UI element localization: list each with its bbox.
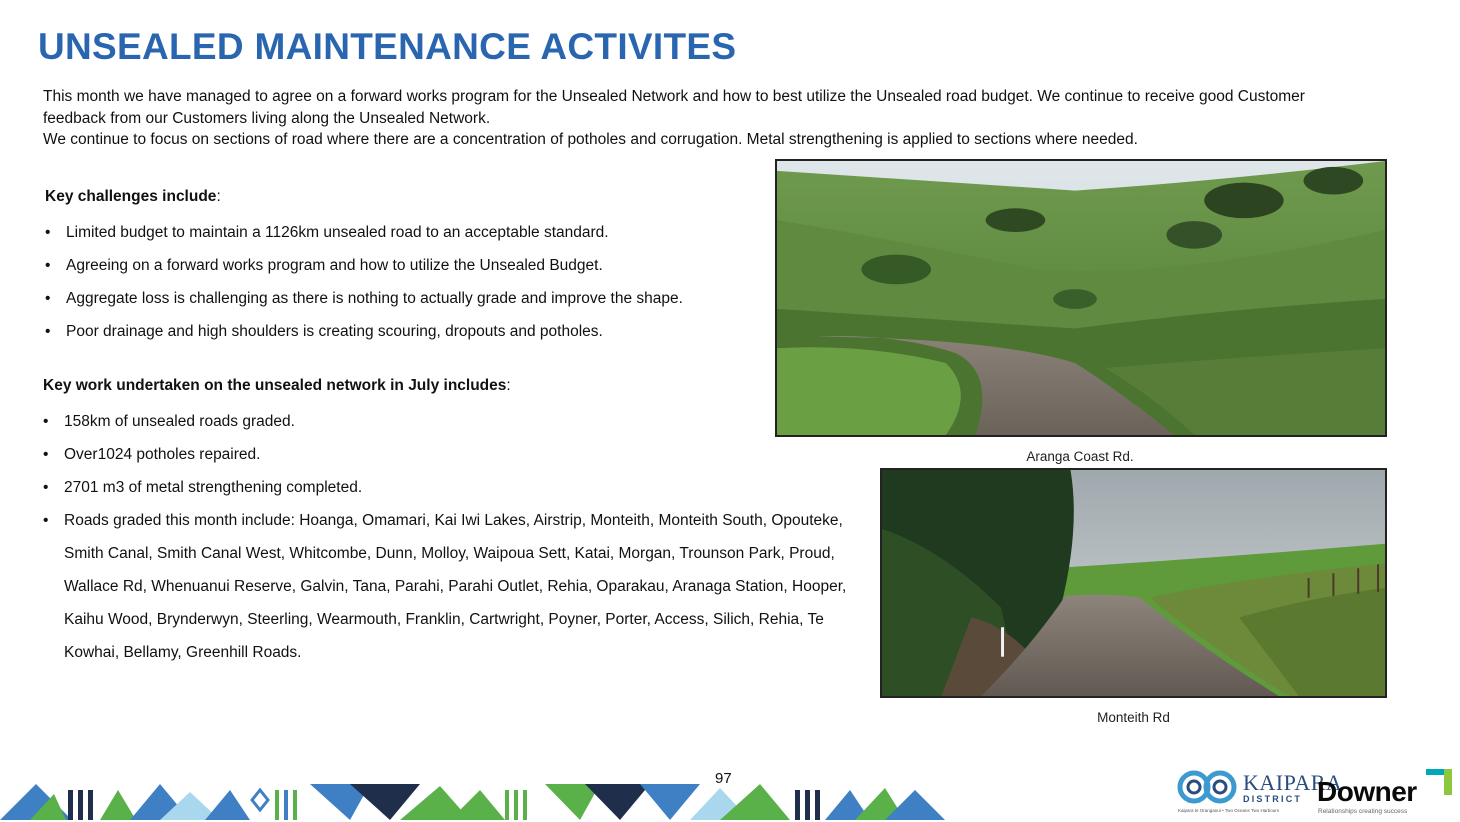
challenges-section (45, 188, 875, 348)
pattern-band-icon (0, 784, 950, 820)
page-number: 97 (715, 770, 732, 787)
list-item: • Agreeing on a forward works program and how to utilize the Unsealed Budget. (45, 249, 875, 282)
downer-tagline: Relationships creating success (1318, 808, 1408, 815)
list-item: • 2701 m3 of metal strengthening completed. (43, 471, 873, 504)
intro-paragraph: This month we have managed to agree on a forward works program for the Unsealed Network and how to best utilize the Unsealed road budget. We continue to receive good Customer feedback from our Customers living along the Unsealed Network. (43, 88, 1305, 127)
intro-text (43, 86, 1363, 151)
photo-caption: Aranga Coast Rd. (1026, 449, 1134, 464)
list-item: • Limited budget to maintain a 1126km unsealed road to an acceptable standard. (45, 216, 875, 249)
page-title: UNSEALED MAINTENANCE ACTIVITES (38, 26, 737, 67)
photo-aranga-coast-rd (775, 159, 1387, 437)
kaipara-swirl-icon (1176, 768, 1240, 806)
intro-paragraph: We continue to focus on sections of road where there are a concentration of potholes and corrugation. Metal strengthening is applied to sections where needed. (43, 131, 1138, 148)
kaipara-logo-text: KAIPARA (1243, 770, 1343, 795)
photo-caption: Monteith Rd (1097, 710, 1170, 725)
downer-mark-icon (1426, 769, 1452, 799)
photo-monteith-rd (880, 468, 1387, 698)
downer-logo-text: Downer (1317, 776, 1417, 807)
challenges-heading: Key challenges include: (45, 188, 221, 205)
photo-rural-gravel-road-icon (882, 470, 1385, 696)
work-heading: Key work undertaken on the unsealed network in July includes: (43, 377, 511, 394)
work-list (43, 405, 873, 669)
kaipara-tagline: Kaipara te Oranganui • Two Oceans Two Harbours (1178, 808, 1279, 813)
list-item: • Aggregate loss is challenging as there is nothing to actually grade and improve the shape. (45, 282, 875, 315)
kaipara-logo-subtext: DISTRICT (1243, 794, 1303, 804)
work-section (43, 377, 873, 669)
photo-hillside-gravel-road-icon (777, 161, 1385, 435)
list-item: • Roads graded this month include: Hoanga, Omamari, Kai Iwi Lakes, Airstrip, Monteith, Monteith South, Opouteke, Smith Canal, Smith Canal West, Whitcombe, Dunn, Molloy, Waipoua Sett, Katai, Morgan, Trounson Park, Proud, Wallace Rd, Whenuanui Reserve, Galvin, Tana, Parahi, Parahi Outlet, Rehia, Oparakau, Aranaga Station, Hooper, Kaihu Wood, Brynderwyn, Steerling, Wearmouth, Franklin, Cartwright, Poyner, Porter, Access, Silich, Rehia, Te Kowhai, Bellamy, Greenhill Roads. (43, 504, 873, 669)
challenges-list (45, 216, 875, 348)
list-item: • Poor drainage and high shoulders is creating scouring, dropouts and potholes. (45, 315, 875, 348)
list-item: • Over1024 potholes repaired. (43, 438, 873, 471)
list-item: • 158km of unsealed roads graded. (43, 405, 873, 438)
